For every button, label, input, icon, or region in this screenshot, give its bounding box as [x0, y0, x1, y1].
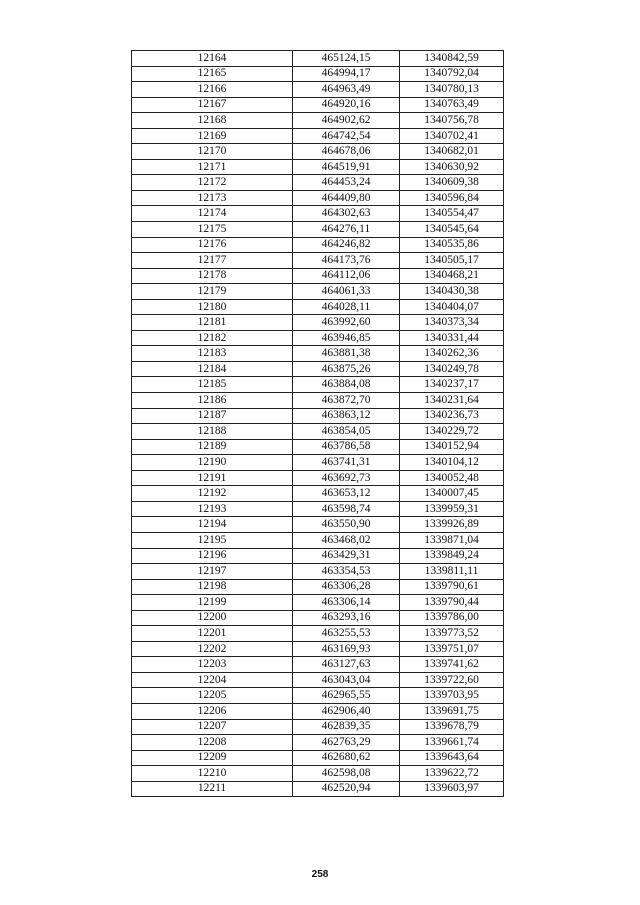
- y-coordinate-cell: 1339751,07: [400, 641, 504, 657]
- y-coordinate-cell: 1340468,21: [400, 268, 504, 284]
- table-row: [132, 408, 504, 424]
- y-coordinate-cell: 1339703,95: [400, 688, 504, 704]
- table-row: [132, 51, 504, 67]
- y-coordinate-cell: 1340007,45: [400, 486, 504, 502]
- y-coordinate-cell: 1339691,75: [400, 703, 504, 719]
- point-number-cell: 12185: [132, 377, 293, 393]
- x-coordinate-cell: 463429,31: [293, 548, 400, 564]
- point-number-cell: 12164: [132, 51, 293, 67]
- y-coordinate-cell: 1340373,34: [400, 315, 504, 331]
- point-number-cell: 12176: [132, 237, 293, 253]
- y-coordinate-cell: 1340152,94: [400, 439, 504, 455]
- y-coordinate-cell: 1340780,13: [400, 82, 504, 98]
- y-coordinate-cell: 1339790,44: [400, 595, 504, 611]
- y-coordinate-cell: 1340229,72: [400, 424, 504, 440]
- point-number-cell: 12173: [132, 190, 293, 206]
- table-row: [132, 424, 504, 440]
- y-coordinate-cell: 1339926,89: [400, 517, 504, 533]
- x-coordinate-cell: 463653,12: [293, 486, 400, 502]
- x-coordinate-cell: 464246,82: [293, 237, 400, 253]
- table-row: [132, 781, 504, 797]
- x-coordinate-cell: 463692,73: [293, 470, 400, 486]
- table-row: [132, 393, 504, 409]
- x-coordinate-cell: 464061,33: [293, 284, 400, 300]
- y-coordinate-cell: 1340763,49: [400, 97, 504, 113]
- point-number-cell: 12201: [132, 626, 293, 642]
- point-number-cell: 12184: [132, 361, 293, 377]
- table-row: [132, 657, 504, 673]
- table-row: [132, 735, 504, 751]
- table-row: [132, 82, 504, 98]
- y-coordinate-cell: 1339678,79: [400, 719, 504, 735]
- point-number-cell: 12193: [132, 501, 293, 517]
- y-coordinate-cell: 1340052,48: [400, 470, 504, 486]
- point-number-cell: 12182: [132, 330, 293, 346]
- y-coordinate-cell: 1339661,74: [400, 735, 504, 751]
- y-coordinate-cell: 1339871,04: [400, 532, 504, 548]
- table-row: [132, 175, 504, 191]
- point-number-cell: 12178: [132, 268, 293, 284]
- point-number-cell: 12172: [132, 175, 293, 191]
- point-number-cell: 12197: [132, 564, 293, 580]
- x-coordinate-cell: 463293,16: [293, 610, 400, 626]
- y-coordinate-cell: 1340231,64: [400, 393, 504, 409]
- coordinates-table: [131, 50, 504, 797]
- table-row: [132, 672, 504, 688]
- point-number-cell: 12196: [132, 548, 293, 564]
- x-coordinate-cell: 464112,06: [293, 268, 400, 284]
- point-number-cell: 12181: [132, 315, 293, 331]
- y-coordinate-cell: 1340430,38: [400, 284, 504, 300]
- table-row: [132, 766, 504, 782]
- point-number-cell: 12167: [132, 97, 293, 113]
- x-coordinate-cell: 463992,60: [293, 315, 400, 331]
- table-row: [132, 564, 504, 580]
- x-coordinate-cell: 463306,14: [293, 595, 400, 611]
- table-row: [132, 222, 504, 238]
- x-coordinate-cell: 462839,35: [293, 719, 400, 735]
- x-coordinate-cell: 463306,28: [293, 579, 400, 595]
- table-row: [132, 455, 504, 471]
- y-coordinate-cell: 1340609,38: [400, 175, 504, 191]
- point-number-cell: 12195: [132, 532, 293, 548]
- point-number-cell: 12204: [132, 672, 293, 688]
- x-coordinate-cell: 463169,93: [293, 641, 400, 657]
- x-coordinate-cell: 463043,04: [293, 672, 400, 688]
- point-number-cell: 12211: [132, 781, 293, 797]
- table-row: [132, 532, 504, 548]
- table-row: [132, 159, 504, 175]
- x-coordinate-cell: 463741,31: [293, 455, 400, 471]
- x-coordinate-cell: 463550,90: [293, 517, 400, 533]
- point-number-cell: 12187: [132, 408, 293, 424]
- y-coordinate-cell: 1339786,00: [400, 610, 504, 626]
- x-coordinate-cell: 463863,12: [293, 408, 400, 424]
- x-coordinate-cell: 463468,02: [293, 532, 400, 548]
- point-number-cell: 12192: [132, 486, 293, 502]
- point-number-cell: 12189: [132, 439, 293, 455]
- point-number-cell: 12166: [132, 82, 293, 98]
- table-row: [132, 330, 504, 346]
- table-row: [132, 688, 504, 704]
- point-number-cell: 12174: [132, 206, 293, 222]
- point-number-cell: 12180: [132, 299, 293, 315]
- table-row: [132, 610, 504, 626]
- x-coordinate-cell: 464742,54: [293, 128, 400, 144]
- x-coordinate-cell: 464453,24: [293, 175, 400, 191]
- point-number-cell: 12203: [132, 657, 293, 673]
- table-row: [132, 595, 504, 611]
- y-coordinate-cell: 1340104,12: [400, 455, 504, 471]
- y-coordinate-cell: 1340262,36: [400, 346, 504, 362]
- table-row: [132, 719, 504, 735]
- x-coordinate-cell: 462763,29: [293, 735, 400, 751]
- x-coordinate-cell: 464920,16: [293, 97, 400, 113]
- y-coordinate-cell: 1340554,47: [400, 206, 504, 222]
- coordinates-table-body: [132, 51, 504, 797]
- table-row: [132, 517, 504, 533]
- x-coordinate-cell: 465124,15: [293, 51, 400, 67]
- y-coordinate-cell: 1339773,52: [400, 626, 504, 642]
- table-row: [132, 750, 504, 766]
- table-row: [132, 470, 504, 486]
- point-number-cell: 12177: [132, 253, 293, 269]
- table-row: [132, 144, 504, 160]
- table-row: [132, 346, 504, 362]
- y-coordinate-cell: 1340236,73: [400, 408, 504, 424]
- x-coordinate-cell: 464302,63: [293, 206, 400, 222]
- y-coordinate-cell: 1339643,64: [400, 750, 504, 766]
- table-row: [132, 439, 504, 455]
- table-row: [132, 377, 504, 393]
- x-coordinate-cell: 463786,58: [293, 439, 400, 455]
- point-number-cell: 12171: [132, 159, 293, 175]
- x-coordinate-cell: 463127,63: [293, 657, 400, 673]
- y-coordinate-cell: 1340630,92: [400, 159, 504, 175]
- x-coordinate-cell: 462906,40: [293, 703, 400, 719]
- table-row: [132, 641, 504, 657]
- point-number-cell: 12198: [132, 579, 293, 595]
- x-coordinate-cell: 464276,11: [293, 222, 400, 238]
- x-coordinate-cell: 463872,70: [293, 393, 400, 409]
- y-coordinate-cell: 1339849,24: [400, 548, 504, 564]
- table-row: [132, 501, 504, 517]
- x-coordinate-cell: 464963,49: [293, 82, 400, 98]
- x-coordinate-cell: 462680,62: [293, 750, 400, 766]
- x-coordinate-cell: 464519,91: [293, 159, 400, 175]
- point-number-cell: 12194: [132, 517, 293, 533]
- point-number-cell: 12165: [132, 66, 293, 82]
- x-coordinate-cell: 464028,11: [293, 299, 400, 315]
- point-number-cell: 12206: [132, 703, 293, 719]
- y-coordinate-cell: 1340545,64: [400, 222, 504, 238]
- page-number: 258: [311, 869, 329, 880]
- y-coordinate-cell: 1339722,60: [400, 672, 504, 688]
- point-number-cell: 12168: [132, 113, 293, 129]
- y-coordinate-cell: 1340596,84: [400, 190, 504, 206]
- y-coordinate-cell: 1340756,78: [400, 113, 504, 129]
- x-coordinate-cell: 464994,17: [293, 66, 400, 82]
- x-coordinate-cell: 464173,76: [293, 253, 400, 269]
- point-number-cell: 12170: [132, 144, 293, 160]
- x-coordinate-cell: 464678,06: [293, 144, 400, 160]
- x-coordinate-cell: 463875,26: [293, 361, 400, 377]
- y-coordinate-cell: 1339959,31: [400, 501, 504, 517]
- table-row: [132, 190, 504, 206]
- x-coordinate-cell: 463884,08: [293, 377, 400, 393]
- y-coordinate-cell: 1340702,41: [400, 128, 504, 144]
- x-coordinate-cell: 463354,53: [293, 564, 400, 580]
- y-coordinate-cell: 1340237,17: [400, 377, 504, 393]
- point-number-cell: 12200: [132, 610, 293, 626]
- x-coordinate-cell: 463881,38: [293, 346, 400, 362]
- table-row: [132, 486, 504, 502]
- x-coordinate-cell: 463854,05: [293, 424, 400, 440]
- table-row: [132, 579, 504, 595]
- y-coordinate-cell: 1340404,07: [400, 299, 504, 315]
- y-coordinate-cell: 1340505,17: [400, 253, 504, 269]
- point-number-cell: 12209: [132, 750, 293, 766]
- table-row: [132, 315, 504, 331]
- point-number-cell: 12207: [132, 719, 293, 735]
- table-row: [132, 206, 504, 222]
- table-row: [132, 113, 504, 129]
- table-row: [132, 548, 504, 564]
- point-number-cell: 12175: [132, 222, 293, 238]
- x-coordinate-cell: 463946,85: [293, 330, 400, 346]
- table-row: [132, 66, 504, 82]
- y-coordinate-cell: 1340792,04: [400, 66, 504, 82]
- x-coordinate-cell: 464409,80: [293, 190, 400, 206]
- y-coordinate-cell: 1340842,59: [400, 51, 504, 67]
- table-row: [132, 703, 504, 719]
- point-number-cell: 12210: [132, 766, 293, 782]
- point-number-cell: 12179: [132, 284, 293, 300]
- point-number-cell: 12199: [132, 595, 293, 611]
- table-row: [132, 268, 504, 284]
- table-row: [132, 253, 504, 269]
- x-coordinate-cell: 462965,55: [293, 688, 400, 704]
- point-number-cell: 12186: [132, 393, 293, 409]
- x-coordinate-cell: 462520,94: [293, 781, 400, 797]
- point-number-cell: 12190: [132, 455, 293, 471]
- y-coordinate-cell: 1340535,86: [400, 237, 504, 253]
- table-row: [132, 284, 504, 300]
- table-row: [132, 626, 504, 642]
- x-coordinate-cell: 463598,74: [293, 501, 400, 517]
- table-row: [132, 299, 504, 315]
- y-coordinate-cell: 1340249,78: [400, 361, 504, 377]
- y-coordinate-cell: 1339811,11: [400, 564, 504, 580]
- point-number-cell: 12169: [132, 128, 293, 144]
- y-coordinate-cell: 1339622,72: [400, 766, 504, 782]
- y-coordinate-cell: 1340331,44: [400, 330, 504, 346]
- y-coordinate-cell: 1340682,01: [400, 144, 504, 160]
- y-coordinate-cell: 1339790,61: [400, 579, 504, 595]
- y-coordinate-cell: 1339603,97: [400, 781, 504, 797]
- point-number-cell: 12205: [132, 688, 293, 704]
- x-coordinate-cell: 462598,08: [293, 766, 400, 782]
- y-coordinate-cell: 1339741,62: [400, 657, 504, 673]
- point-number-cell: 12188: [132, 424, 293, 440]
- x-coordinate-cell: 463255,53: [293, 626, 400, 642]
- table-row: [132, 97, 504, 113]
- point-number-cell: 12202: [132, 641, 293, 657]
- point-number-cell: 12183: [132, 346, 293, 362]
- table-row: [132, 128, 504, 144]
- table-row: [132, 361, 504, 377]
- x-coordinate-cell: 464902,62: [293, 113, 400, 129]
- point-number-cell: 12208: [132, 735, 293, 751]
- table-row: [132, 237, 504, 253]
- point-number-cell: 12191: [132, 470, 293, 486]
